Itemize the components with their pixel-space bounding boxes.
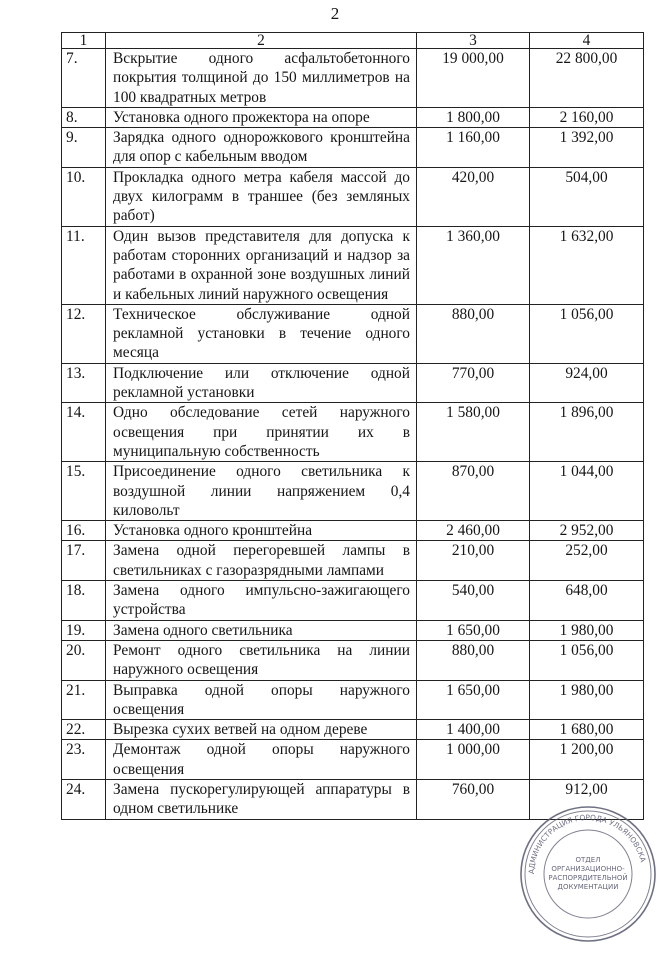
row-description: Замена одного импульсно-зажигающего устройства bbox=[106, 581, 417, 621]
table-row bbox=[62, 128, 644, 168]
row-description: Один вызов представителя для допуска к работам сторонних организаций и надзор за работами в охранной зоне воздушных линий и кабельных линий наружного освещения bbox=[106, 226, 417, 304]
row-number: 19. bbox=[62, 620, 106, 640]
table-row bbox=[62, 462, 644, 521]
header-cell: 3 bbox=[417, 33, 530, 49]
row-value-col4: 924,00 bbox=[530, 363, 644, 403]
row-description: Зарядка одного однорожкового кронштейна для опор с кабельным вводом bbox=[106, 128, 417, 168]
row-number: 16. bbox=[62, 521, 106, 541]
row-value-col4: 1 044,00 bbox=[530, 462, 644, 521]
row-value-col3: 1 650,00 bbox=[417, 680, 530, 720]
row-value-col4: 1 980,00 bbox=[530, 680, 644, 720]
table-row bbox=[62, 403, 644, 462]
row-number: 22. bbox=[62, 720, 106, 740]
table-row bbox=[62, 740, 644, 780]
table-header-row bbox=[62, 33, 644, 49]
stamp-text-line: ОТДЕЛ bbox=[575, 856, 601, 864]
row-value-col4: 1 896,00 bbox=[530, 403, 644, 462]
row-value-col3: 210,00 bbox=[417, 541, 530, 581]
row-description: Выправка одной опоры наружного освещения bbox=[106, 680, 417, 720]
table-row bbox=[62, 226, 644, 304]
row-number: 11. bbox=[62, 226, 106, 304]
row-value-col3: 760,00 bbox=[417, 779, 530, 819]
row-value-col3: 880,00 bbox=[417, 640, 530, 680]
table-row bbox=[62, 680, 644, 720]
row-description: Ремонт одного светильника на линии наружного освещения bbox=[106, 640, 417, 680]
row-value-col4: 2 952,00 bbox=[530, 521, 644, 541]
row-value-col3: 420,00 bbox=[417, 167, 530, 226]
row-value-col4: 1 680,00 bbox=[530, 720, 644, 740]
table-row bbox=[62, 49, 644, 108]
row-value-col3: 1 580,00 bbox=[417, 403, 530, 462]
page-number: 2 bbox=[330, 4, 340, 23]
table-row bbox=[62, 107, 644, 127]
row-number: 8. bbox=[62, 107, 106, 127]
row-value-col3: 2 460,00 bbox=[417, 521, 530, 541]
header-cell: 1 bbox=[62, 33, 106, 49]
price-table bbox=[61, 32, 644, 820]
row-description: Вырезка сухих ветвей на одном дереве bbox=[106, 720, 417, 740]
row-value-col4: 252,00 bbox=[530, 541, 644, 581]
row-number: 17. bbox=[62, 541, 106, 581]
table-row bbox=[62, 720, 644, 740]
row-description: Одно обследование сетей наружного освещения при принятии их в муниципальную собственность bbox=[106, 403, 417, 462]
row-value-col4: 1 056,00 bbox=[530, 640, 644, 680]
row-description: Замена одной перегоревшей лампы в светильниках с газоразрядными лампами bbox=[106, 541, 417, 581]
row-number: 9. bbox=[62, 128, 106, 168]
row-value-col3: 19 000,00 bbox=[417, 49, 530, 108]
row-number: 23. bbox=[62, 740, 106, 780]
row-number: 15. bbox=[62, 462, 106, 521]
stamp-text-line: РАСПОРЯДИТЕЛЬНОЙ bbox=[548, 874, 628, 882]
row-number: 13. bbox=[62, 363, 106, 403]
row-number: 24. bbox=[62, 779, 106, 819]
row-value-col4: 648,00 bbox=[530, 581, 644, 621]
row-number: 7. bbox=[62, 49, 106, 108]
header-cell: 4 bbox=[530, 33, 644, 49]
row-value-col4: 1 392,00 bbox=[530, 128, 644, 168]
table-row bbox=[62, 363, 644, 403]
row-value-col3: 1 400,00 bbox=[417, 720, 530, 740]
row-number: 12. bbox=[62, 304, 106, 363]
row-value-col4: 912,00 bbox=[530, 779, 644, 819]
row-value-col3: 880,00 bbox=[417, 304, 530, 363]
table-row bbox=[62, 581, 644, 621]
row-number: 20. bbox=[62, 640, 106, 680]
table-row bbox=[62, 304, 644, 363]
table-row bbox=[62, 521, 644, 541]
row-value-col3: 540,00 bbox=[417, 581, 530, 621]
table-row bbox=[62, 167, 644, 226]
row-number: 10. bbox=[62, 167, 106, 226]
row-value-col4: 1 200,00 bbox=[530, 740, 644, 780]
header-cell: 2 bbox=[106, 33, 417, 49]
row-number: 14. bbox=[62, 403, 106, 462]
row-value-col3: 870,00 bbox=[417, 462, 530, 521]
row-description: Замена пускорегулирующей аппаратуры в одном светильнике bbox=[106, 779, 417, 819]
row-value-col3: 1 000,00 bbox=[417, 740, 530, 780]
stamp-seal-graphic bbox=[518, 804, 658, 944]
row-value-col4: 22 800,00 bbox=[530, 49, 644, 108]
row-description: Демонтаж одной опоры наружного освещения bbox=[106, 740, 417, 780]
row-value-col3: 1 360,00 bbox=[417, 226, 530, 304]
table-row bbox=[62, 541, 644, 581]
row-value-col4: 1 632,00 bbox=[530, 226, 644, 304]
row-description: Подключение или отключение одной рекламной установки bbox=[106, 363, 417, 403]
row-description: Установка одного прожектора на опоре bbox=[106, 107, 417, 127]
row-description: Вскрытие одного асфальтобетонного покрытия толщиной до 150 миллиметров на 100 квадратных метров bbox=[106, 49, 417, 108]
row-description: Установка одного кронштейна bbox=[106, 521, 417, 541]
row-number: 18. bbox=[62, 581, 106, 621]
row-description: Замена одного светильника bbox=[106, 620, 417, 640]
row-number: 21. bbox=[62, 680, 106, 720]
row-value-col3: 1 650,00 bbox=[417, 620, 530, 640]
svg-text:АДМИНИСТРАЦИЯ ГОРОДА УЛЬЯНОВСК: АДМИНИСТРАЦИЯ ГОРОДА УЛЬЯНОВСКА bbox=[526, 812, 648, 875]
row-value-col3: 770,00 bbox=[417, 363, 530, 403]
stamp-text-line: ДОКУМЕНТАЦИИ bbox=[557, 883, 619, 891]
organization-stamp bbox=[518, 804, 658, 944]
row-value-col4: 1 056,00 bbox=[530, 304, 644, 363]
table-row bbox=[62, 620, 644, 640]
row-value-col3: 1 160,00 bbox=[417, 128, 530, 168]
row-value-col3: 1 800,00 bbox=[417, 107, 530, 127]
row-value-col4: 1 980,00 bbox=[530, 620, 644, 640]
row-description: Прокладка одного метра кабеля массой до двух килограмм в траншее (без земляных работ) bbox=[106, 167, 417, 226]
table-row bbox=[62, 640, 644, 680]
stamp-text-line: ОРГАНИЗАЦИОННО- bbox=[551, 865, 625, 873]
row-value-col4: 504,00 bbox=[530, 167, 644, 226]
row-description: Присоединение одного светильника к воздушной линии напряжением 0,4 киловольт bbox=[106, 462, 417, 521]
row-value-col4: 2 160,00 bbox=[530, 107, 644, 127]
row-description: Техническое обслуживание одной рекламной установки в течение одного месяца bbox=[106, 304, 417, 363]
